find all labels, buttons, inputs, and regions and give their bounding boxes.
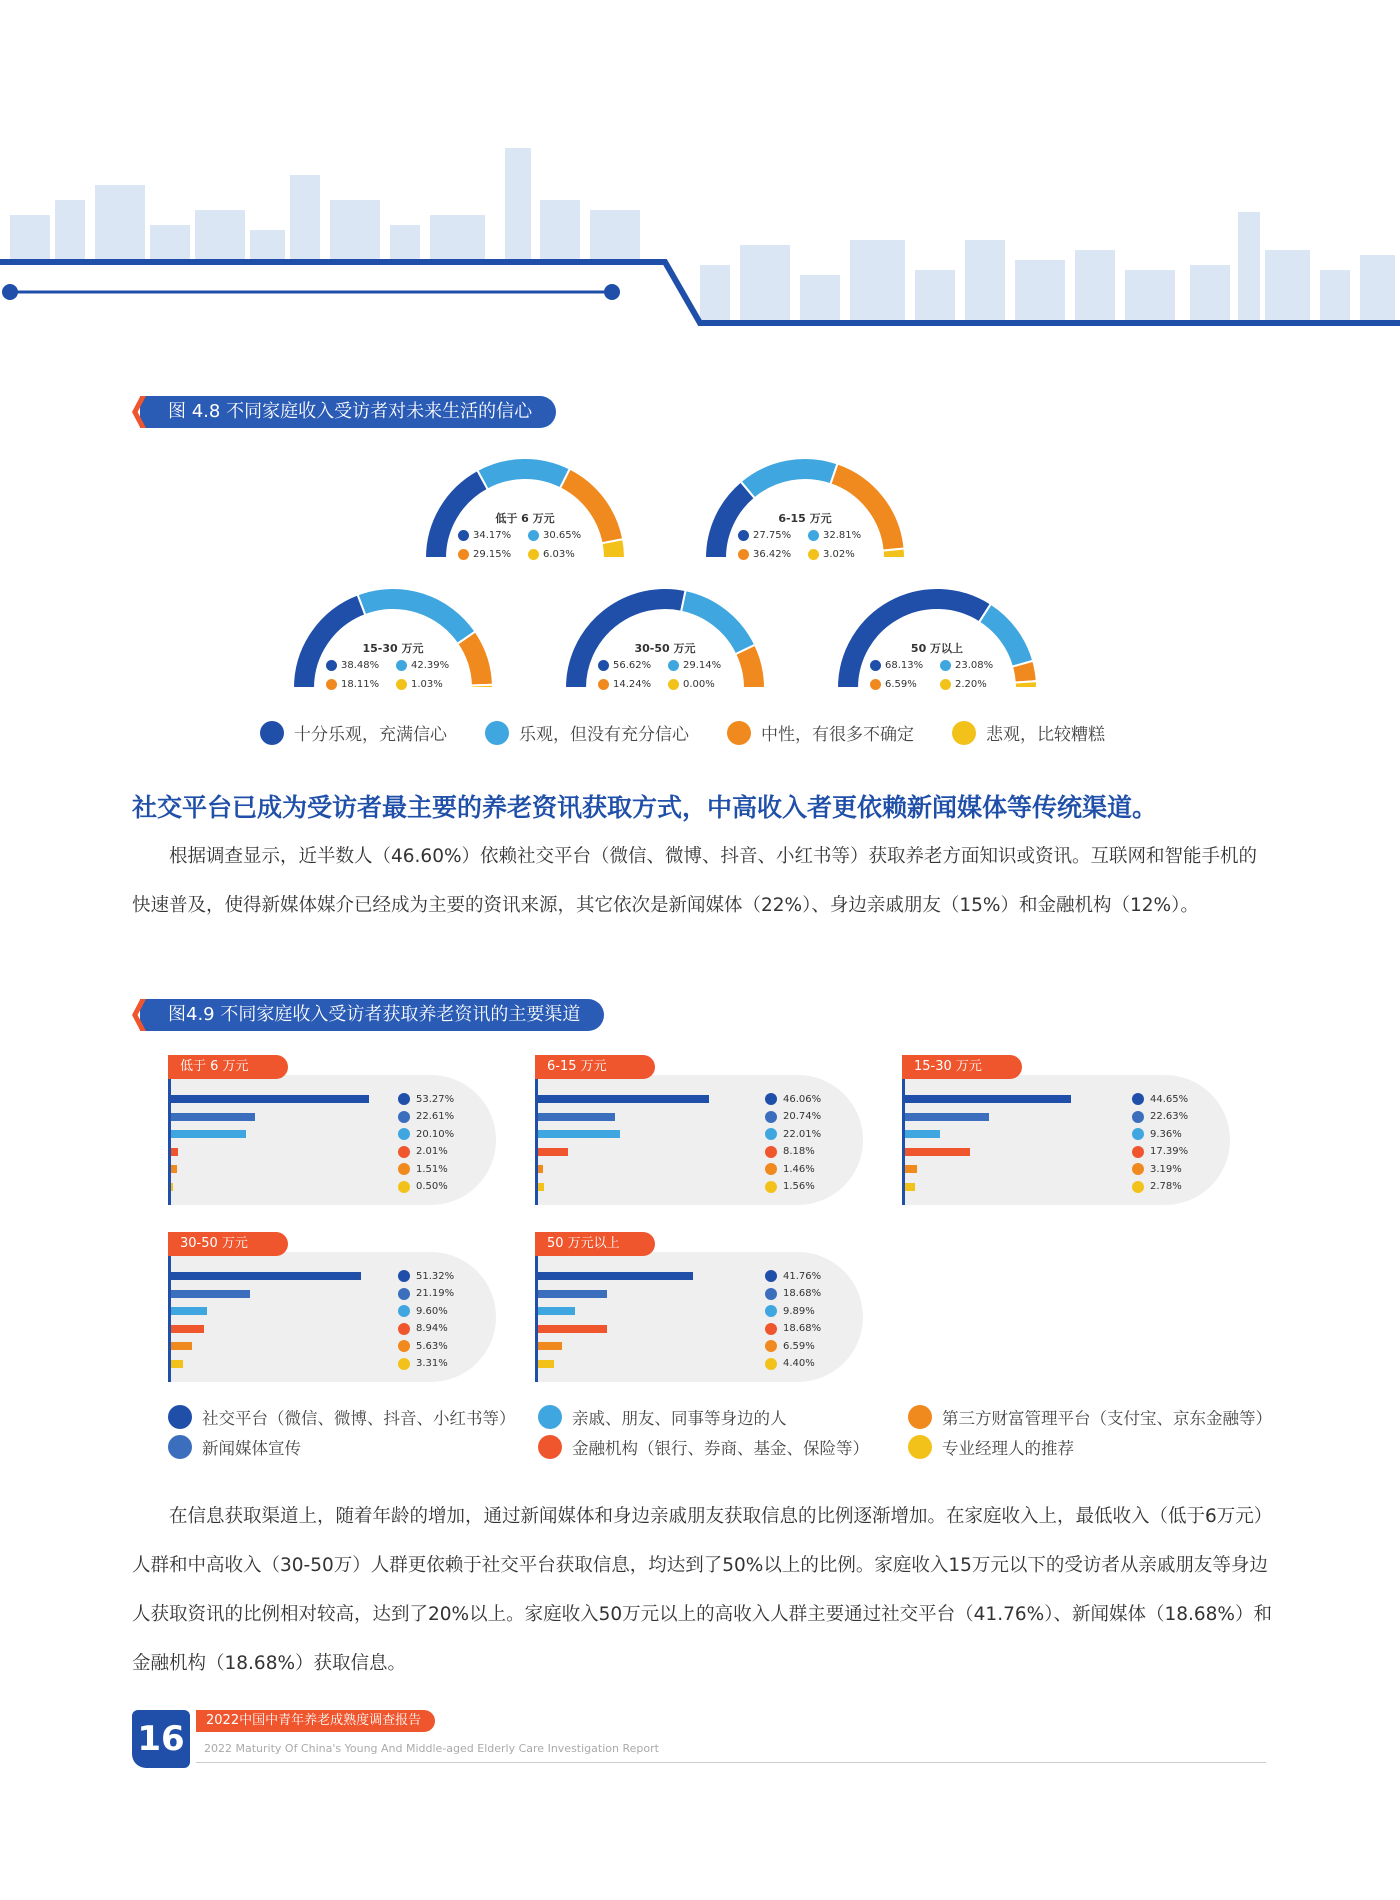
bar-value <box>398 1127 454 1141</box>
bar-value <box>398 1162 448 1176</box>
legend-label: 第三方财富管理平台（支付宝、京东金融等） <box>942 1409 1272 1428</box>
gauge-value-row <box>870 660 1010 671</box>
legend-label: 悲观，比较糟糕 <box>986 725 1105 745</box>
bar-value <box>398 1304 448 1318</box>
value-label: 22.01% <box>783 1128 822 1140</box>
value-dot <box>1132 1093 1144 1105</box>
gauge-title: 低于 6 万元 <box>495 512 555 525</box>
value-label: 29.15% <box>473 549 512 560</box>
legend-dot <box>538 1405 562 1429</box>
legend-item-pessimistic <box>952 720 1105 745</box>
gauge-segment <box>602 539 625 558</box>
value-dot <box>765 1163 777 1175</box>
gauge-segment <box>565 588 686 688</box>
bar <box>171 1307 207 1315</box>
bar <box>538 1290 607 1298</box>
value-dot <box>870 679 881 690</box>
gauge-under-6w <box>420 450 630 590</box>
skyline-header <box>0 0 1400 340</box>
gauge-value <box>808 549 878 560</box>
page-number: 16 <box>132 1710 190 1768</box>
value-dot <box>396 679 407 690</box>
value-dot <box>765 1270 777 1282</box>
value-dot <box>765 1358 777 1370</box>
value-dot <box>398 1358 410 1370</box>
bar-panel-50w-plus <box>535 1232 865 1382</box>
legend-label: 中性，有很多不确定 <box>761 725 914 745</box>
bar <box>171 1165 177 1173</box>
value-dot <box>398 1146 410 1158</box>
value-dot <box>398 1270 410 1282</box>
value-label: 41.76% <box>783 1270 822 1282</box>
value-label: 9.89% <box>783 1305 815 1317</box>
value-dot <box>326 660 337 671</box>
value-dot <box>326 679 337 690</box>
value-label: 6.59% <box>885 679 917 690</box>
gauge-title: 30-50 万元 <box>634 642 696 655</box>
gauge-value-row <box>326 660 466 671</box>
bar-value <box>398 1180 448 1194</box>
paragraph-1-text: 根据调查显示，近半数人（46.60%）依赖社交平台（微信、微博、抖音、小红书等）获取养老方面知识或资讯。互联网和智能手机的快速普及，使得新媒体媒介已经成为主要的资讯来源，其它依次是新闻媒体（22%）、身边亲戚朋友（15%）和金融机构（12%）。 <box>132 846 1258 916</box>
legend-dot <box>727 721 751 745</box>
report-title: 2022中国中青年养老成熟度调查报告 <box>196 1710 435 1732</box>
value-label: 27.75% <box>753 530 792 541</box>
gauge-segment <box>741 458 838 498</box>
bar <box>171 1342 192 1350</box>
value-dot <box>668 660 679 671</box>
value-dot <box>668 679 679 690</box>
value-label: 2.20% <box>955 679 987 690</box>
bar-panel-6-15w <box>535 1055 865 1205</box>
value-dot <box>765 1146 777 1158</box>
legend-item-friends <box>538 1405 908 1429</box>
gauge-value <box>458 530 528 541</box>
bar <box>905 1095 1071 1103</box>
gauge-value <box>870 660 940 671</box>
bar-value <box>765 1357 815 1371</box>
gauge-value <box>396 679 466 690</box>
gauge-value-row <box>458 530 598 541</box>
bar-value <box>398 1269 454 1283</box>
value-label: 0.50% <box>416 1181 448 1192</box>
value-label: 38.48% <box>341 660 380 671</box>
value-label: 42.39% <box>411 660 450 671</box>
gauge-value <box>738 549 808 560</box>
bar <box>171 1325 204 1333</box>
bar-value <box>398 1145 448 1159</box>
bar <box>905 1130 940 1138</box>
value-label: 1.46% <box>783 1163 815 1175</box>
value-label: 51.32% <box>416 1270 455 1282</box>
bar-value <box>398 1339 448 1353</box>
legend-item-news <box>168 1435 538 1459</box>
value-dot <box>398 1340 410 1352</box>
value-dot <box>870 660 881 671</box>
figure-4-8-legend <box>260 720 1160 745</box>
bar <box>538 1130 620 1138</box>
legend-dot <box>952 721 976 745</box>
bar <box>171 1148 178 1156</box>
value-dot <box>940 660 951 671</box>
value-dot <box>398 1305 410 1317</box>
value-dot <box>940 679 951 690</box>
legend-item-advisor <box>908 1435 1074 1459</box>
legend-item-optimistic <box>485 720 689 745</box>
legend-label: 十分乐观，充满信心 <box>294 725 447 745</box>
gauge-value-row <box>326 679 466 690</box>
value-label: 53.27% <box>416 1093 455 1105</box>
legend-item-social <box>168 1405 538 1429</box>
gauge-value <box>668 679 738 690</box>
bar-value <box>765 1162 815 1176</box>
value-label: 56.62% <box>613 660 652 671</box>
value-label: 9.36% <box>1150 1128 1182 1140</box>
legend-dot <box>908 1435 932 1459</box>
panel-title: 低于 6 万元 <box>168 1055 288 1079</box>
bar <box>538 1342 562 1350</box>
bar <box>538 1360 554 1368</box>
value-label: 4.40% <box>783 1358 815 1369</box>
value-label: 34.17% <box>473 530 512 541</box>
value-label: 44.65% <box>1150 1093 1189 1105</box>
gauge-value-row <box>738 530 878 541</box>
bar-value <box>398 1322 448 1336</box>
legend-dot <box>908 1405 932 1429</box>
legend-dot <box>168 1405 192 1429</box>
value-dot <box>738 549 749 560</box>
gauge-value <box>940 660 1010 671</box>
value-label: 32.81% <box>823 530 862 541</box>
gauge-title: 50 万以上 <box>910 642 964 655</box>
legend-item-very-optimistic <box>260 720 447 745</box>
value-label: 22.63% <box>1150 1111 1189 1122</box>
paragraph-2-text: 在信息获取渠道上，随着年龄的增加，通过新闻媒体和身边亲戚朋友获取信息的比例逐渐增加。在家庭收入上，最低收入（低于6万元）人群和中高收入（30-50万）人群更依赖于社交平台获取信息，均达到了50%以上的比例。家庭收入15万元以下的受访者从亲戚朋友等身边人获取资讯的比例相对较高，达到了20%以上。家庭收入50万元以上的高收入人群主要通过社交平台（41.76%）、新闻媒体（18.68%）和金融机构（18.68%）获取信息。 <box>132 1506 1272 1674</box>
legend-label: 金融机构（银行、券商、基金、保险等） <box>572 1439 869 1458</box>
gauge-value <box>870 679 940 690</box>
gauge-value <box>458 549 528 560</box>
value-label: 46.06% <box>783 1093 822 1105</box>
legend-label: 乐观，但没有充分信心 <box>519 725 689 745</box>
value-label: 36.42% <box>753 549 792 560</box>
gauge-segment <box>358 588 476 644</box>
gauge-50w-plus <box>832 580 1042 720</box>
figure-4-8-title: 图 4.8 不同家庭收入受访者对未来生活的信心 <box>140 396 556 428</box>
value-label: 1.51% <box>416 1163 448 1175</box>
gauge-value <box>940 679 1010 690</box>
value-label: 1.03% <box>411 679 443 690</box>
value-dot <box>765 1305 777 1317</box>
legend-dot <box>168 1435 192 1459</box>
legend-label: 社交平台（微信、微博、抖音、小红书等） <box>202 1409 516 1428</box>
value-label: 2.78% <box>1150 1181 1182 1192</box>
bar-value <box>765 1287 821 1301</box>
value-label: 18.68% <box>783 1288 822 1299</box>
gauge-segment <box>1015 681 1037 688</box>
value-dot <box>1132 1111 1144 1123</box>
panel-title: 30-50 万元 <box>168 1232 288 1256</box>
value-dot <box>808 530 819 541</box>
gauge-value <box>528 549 598 560</box>
paragraph-1 <box>132 832 1272 930</box>
bar <box>171 1272 361 1280</box>
footer-divider <box>196 1762 1266 1763</box>
gauge-value-row <box>458 549 598 560</box>
legend-item-thirdparty <box>908 1405 1272 1429</box>
bar-value <box>1132 1092 1188 1106</box>
gauge-30-50w <box>560 580 770 720</box>
value-dot <box>808 549 819 560</box>
bar <box>905 1113 989 1121</box>
value-dot <box>765 1288 777 1300</box>
gauge-segment <box>477 458 570 489</box>
legend-label: 亲戚、朋友、同事等身边的人 <box>572 1409 787 1428</box>
value-label: 3.19% <box>1150 1163 1182 1175</box>
gauge-title: 6-15 万元 <box>778 512 832 525</box>
figure-4-9-title: 图4.9 不同家庭收入受访者获取养老资讯的主要渠道 <box>140 999 604 1031</box>
paragraph-2 <box>132 1492 1272 1688</box>
value-label: 14.24% <box>613 679 652 690</box>
bar-value <box>1132 1180 1182 1194</box>
bar-value <box>398 1357 448 1371</box>
legend-dot <box>485 721 509 745</box>
value-label: 20.10% <box>416 1128 455 1140</box>
bar-value <box>765 1322 821 1336</box>
panel-title: 6-15 万元 <box>535 1055 655 1079</box>
gauge-value <box>738 530 808 541</box>
value-dot <box>765 1093 777 1105</box>
figure-4-9-legend <box>168 1402 1308 1462</box>
gauge-value-row <box>738 549 878 560</box>
value-label: 18.11% <box>341 679 380 690</box>
value-label: 6.59% <box>783 1340 815 1352</box>
gauge-value <box>396 660 466 671</box>
legend-label: 专业经理人的推荐 <box>942 1439 1074 1458</box>
bar <box>171 1113 255 1121</box>
value-label: 17.39% <box>1150 1146 1189 1157</box>
value-dot <box>1132 1181 1144 1193</box>
gauge-segment <box>883 549 905 558</box>
bar-value <box>398 1092 454 1106</box>
bar-value <box>398 1110 454 1124</box>
value-label: 8.94% <box>416 1323 448 1334</box>
bar-value <box>765 1180 815 1194</box>
bar <box>171 1360 183 1368</box>
value-dot <box>598 679 609 690</box>
report-subtitle: 2022 Maturity Of China's Young And Middle-aged Elderly Care Investigation Report <box>204 1742 659 1755</box>
bar-value <box>765 1339 815 1353</box>
value-label: 5.63% <box>416 1340 448 1352</box>
value-dot <box>528 530 539 541</box>
value-dot <box>398 1163 410 1175</box>
bar <box>538 1095 709 1103</box>
gauge-value-row <box>598 679 738 690</box>
legend-item-finance <box>538 1435 908 1459</box>
value-dot <box>765 1111 777 1123</box>
value-label: 30.65% <box>543 530 582 541</box>
bar <box>538 1272 693 1280</box>
gauge-15-30w <box>288 580 498 720</box>
bar-value <box>1132 1145 1188 1159</box>
gauge-value <box>668 660 738 671</box>
gauge-value <box>528 530 598 541</box>
value-dot <box>1132 1128 1144 1140</box>
value-label: 3.31% <box>416 1358 448 1369</box>
gauge-value <box>326 679 396 690</box>
value-label: 6.03% <box>543 549 575 560</box>
gauge-6-15w <box>700 450 910 590</box>
value-dot <box>398 1323 410 1335</box>
bar-value <box>1132 1127 1182 1141</box>
value-label: 2.01% <box>416 1146 448 1157</box>
value-dot <box>765 1128 777 1140</box>
value-label: 20.74% <box>783 1111 822 1122</box>
value-dot <box>528 549 539 560</box>
bar <box>538 1325 607 1333</box>
bar <box>171 1095 369 1103</box>
panel-title: 50 万元以上 <box>535 1232 655 1256</box>
bar <box>905 1165 917 1173</box>
bar <box>171 1290 250 1298</box>
legend-item-neutral <box>727 720 914 745</box>
value-dot <box>398 1128 410 1140</box>
bar <box>538 1307 575 1315</box>
value-label: 0.00% <box>683 679 715 690</box>
bar <box>538 1183 544 1191</box>
value-label: 18.68% <box>783 1323 822 1334</box>
bar-value <box>765 1127 821 1141</box>
value-dot <box>738 530 749 541</box>
gauge-value-row <box>598 660 738 671</box>
value-label: 1.56% <box>783 1181 815 1192</box>
gauge-segment <box>837 588 994 688</box>
value-dot <box>398 1288 410 1300</box>
value-label: 21.19% <box>416 1288 455 1299</box>
value-dot <box>598 660 609 671</box>
value-dot <box>398 1181 410 1193</box>
bar-panel-under-6w <box>168 1055 498 1205</box>
value-dot <box>765 1323 777 1335</box>
gauge-value <box>808 530 878 541</box>
gauge-value <box>326 660 396 671</box>
bar-panel-15-30w <box>902 1055 1232 1205</box>
gauge-segment <box>471 685 493 688</box>
value-dot <box>458 549 469 560</box>
bar-value <box>398 1287 454 1301</box>
bar-value <box>1132 1162 1182 1176</box>
gauge-segment <box>979 604 1033 667</box>
gauge-value <box>598 679 668 690</box>
bar-value <box>765 1304 815 1318</box>
bar <box>538 1148 568 1156</box>
bar <box>905 1148 970 1156</box>
value-dot <box>396 660 407 671</box>
value-dot <box>1132 1146 1144 1158</box>
panel-title: 15-30 万元 <box>902 1055 1022 1079</box>
value-label: 29.14% <box>683 660 722 671</box>
bar <box>538 1165 543 1173</box>
bar-value <box>765 1145 815 1159</box>
gauge-value-row <box>870 679 1010 690</box>
gauge-value <box>598 660 668 671</box>
value-dot <box>398 1111 410 1123</box>
value-dot <box>398 1093 410 1105</box>
legend-label: 新闻媒体宣传 <box>202 1439 301 1458</box>
value-dot <box>1132 1163 1144 1175</box>
bar-value <box>765 1269 821 1283</box>
bar-value <box>765 1110 821 1124</box>
value-label: 8.18% <box>783 1146 815 1157</box>
bar <box>905 1183 915 1191</box>
legend-dot <box>260 721 284 745</box>
value-label: 22.61% <box>416 1111 455 1122</box>
bar <box>171 1130 246 1138</box>
value-label: 23.08% <box>955 660 994 671</box>
bar-value <box>765 1092 821 1106</box>
value-dot <box>458 530 469 541</box>
bar-panel-30-50w <box>168 1232 498 1382</box>
section-headline: 社交平台已成为受访者最主要的养老资讯获取方式，中高收入者更依赖新闻媒体等传统渠道。 <box>132 793 1158 822</box>
value-label: 3.02% <box>823 549 855 560</box>
gauge-title: 15-30 万元 <box>362 642 424 655</box>
legend-dot <box>538 1435 562 1459</box>
value-dot <box>765 1181 777 1193</box>
bar-value <box>1132 1110 1188 1124</box>
bar <box>538 1113 615 1121</box>
value-label: 68.13% <box>885 660 924 671</box>
value-dot <box>765 1340 777 1352</box>
bar <box>171 1183 173 1191</box>
value-label: 9.60% <box>416 1305 448 1317</box>
